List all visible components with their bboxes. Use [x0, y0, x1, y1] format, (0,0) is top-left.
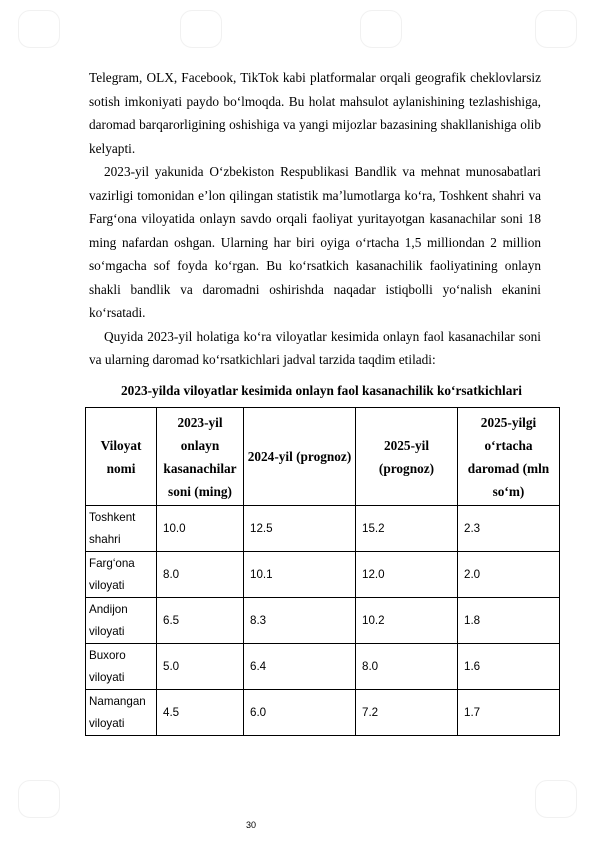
paragraph-table-intro: Quyida 2023-yil holatiga ko‘ra viloyatlar kesimida onlayn faol kasanachilar soni va ularning daromad ko‘rsatkichlari jadval tarzida taqdim etiladi:: [89, 328, 541, 367]
page-number: 30: [246, 820, 257, 830]
cell-value: 8.0: [157, 552, 244, 598]
cell-value: 6.4: [244, 644, 356, 690]
paragraph-statistics: 2023-yil yakunida O‘zbekiston Respublikasi Bandlik va mehnat munosabatlari vazirligi tomonidan e’lon qilingan statistik ma’lumotlarga ko‘ra, Toshkent shahri va Farg‘ona viloyatida onlayn savdo orqali faoliyat yuritayotgan kasanachilar soni 18 ming nafardan oshgan. Ularning har biri oyiga o‘rtacha 1,5 milliondan 2 million so‘mgacha sof foyda ko‘rgan. Bu ko‘rsatkich kasanachilik faoliyatining onlayn shakli bandlik va daromadni oshirishda naqadar istiqbolli yo‘nalish ekanini ko‘rsatadi.: [89, 164, 541, 320]
cell-value: 12.5: [244, 506, 356, 552]
cell-value: 1.6: [458, 644, 560, 690]
paragraph-intro: Telegram, OLX, Facebook, TikTok kabi platformalar orqali geografik cheklovlarsiz sotish imkoniyati paydo bo‘lmoqda. Bu holat mahsulot aylanishining tezlashishiga, daromad barqarorligining oshishiga va yangi mijozlar bazasining shakllanishiga olib kelyapti.: [89, 70, 541, 156]
cell-value: 7.2: [356, 690, 458, 736]
cell-region: Buxoro viloyati: [86, 644, 157, 690]
cell-value: 2.3: [458, 506, 560, 552]
table-row: [86, 690, 560, 736]
column-header-2025-income: 2025-yilgi o‘rtacha daromad (mln so‘m): [458, 408, 560, 506]
column-header-2025-forecast: 2025-yil (prognoz): [356, 408, 458, 506]
cell-value: 15.2: [356, 506, 458, 552]
table-row: [86, 644, 560, 690]
body-text: [89, 66, 541, 372]
cell-value: 10.1: [244, 552, 356, 598]
cell-value: 8.0: [356, 644, 458, 690]
watermark-mark: [18, 780, 60, 818]
column-header-2024-forecast: 2024-yil (prognoz): [244, 408, 356, 506]
cell-value: 5.0: [157, 644, 244, 690]
table-row: [86, 506, 560, 552]
watermark-mark: [180, 10, 222, 48]
cell-value: 1.8: [458, 598, 560, 644]
cell-value: 12.0: [356, 552, 458, 598]
table-caption: 2023-yilda viloyatlar kesimida onlayn faol kasanachilik ko‘rsatkichlari: [121, 383, 522, 398]
cell-value: 6.0: [244, 690, 356, 736]
cell-region: Toshkent shahri: [86, 506, 157, 552]
watermark-mark: [18, 10, 60, 48]
cell-value: 8.3: [244, 598, 356, 644]
column-header-2023-count: 2023-yil onlayn kasanachilar soni (ming): [157, 408, 244, 506]
table-header-row: [86, 408, 560, 506]
watermark-mark: [535, 780, 577, 818]
cell-value: 4.5: [157, 690, 244, 736]
cell-region: Namangan viloyati: [86, 690, 157, 736]
cell-value: 1.7: [458, 690, 560, 736]
data-table: [85, 407, 560, 736]
cell-value: 10.0: [157, 506, 244, 552]
table-row: [86, 552, 560, 598]
cell-value: 10.2: [356, 598, 458, 644]
table-row: [86, 598, 560, 644]
watermark-mark: [535, 10, 577, 48]
watermark-mark: [360, 10, 402, 48]
cell-region: Farg‘ona viloyati: [86, 552, 157, 598]
cell-value: 6.5: [157, 598, 244, 644]
column-header-region: Viloyat nomi: [86, 408, 157, 506]
cell-region: Andijon viloyati: [86, 598, 157, 644]
cell-value: 2.0: [458, 552, 560, 598]
